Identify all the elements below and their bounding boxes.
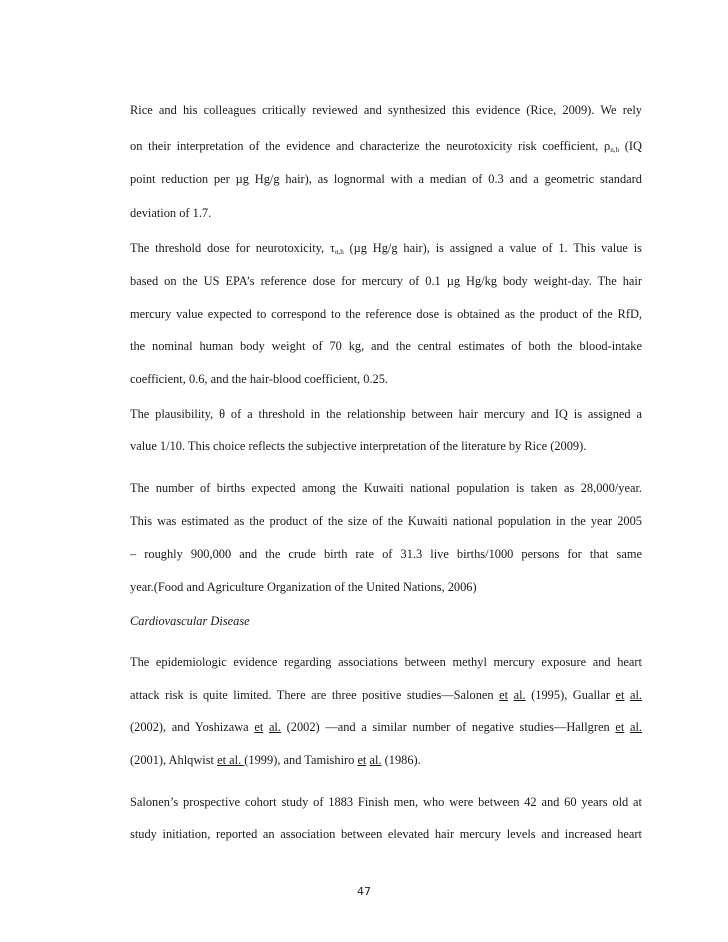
subscript: n,h bbox=[334, 248, 344, 256]
paragraph-4-line-2: This was estimated as the product of the size of the Kuwaiti national population in the year 2005 bbox=[130, 514, 642, 528]
section-heading: Cardiovascular Disease bbox=[130, 614, 250, 628]
citation-al: al. bbox=[629, 688, 643, 702]
paragraph-3-line-2: value 1/10. This choice reflects the subjective interpretation of the literature by Rice (2009). bbox=[130, 439, 587, 453]
paragraph-2-line-4: the nominal human body weight of 70 kg, and the central estimates of both the blood-intake bbox=[130, 339, 642, 353]
paragraph-2-line-2: based on the US EPA’s reference dose for mercury of 0.1 µg Hg/kg body weight-day. The hair bbox=[130, 274, 642, 288]
citation-al: al. bbox=[268, 720, 281, 734]
paragraph-6-line-1: Salonen’s prospective cohort study of 1883 Finish men, who were between 42 and 60 years old at bbox=[130, 795, 642, 809]
paragraph-6-line-2: study initiation, reported an association between elevated hair mercury levels and increased heart bbox=[130, 827, 642, 841]
citation-al: al. bbox=[369, 753, 382, 767]
text-run: attack risk is quite limited. There are three positive studies—Salonen bbox=[130, 688, 500, 702]
text-run: (2002) —and a similar number of negative studies—Hallgren bbox=[280, 720, 616, 734]
paragraph-3-line-1: The plausibility, θ of a threshold in the relationship between hair mercury and IQ is assigned a bbox=[130, 407, 642, 421]
paragraph-1-line-3: point reduction per µg Hg/g hair), as lognormal with a median of 0.3 and a geometric standard bbox=[130, 172, 642, 186]
text-run: (2001), Ahlqwist bbox=[130, 753, 218, 767]
paragraph-5-line-4 bbox=[130, 752, 642, 768]
citation-et: et bbox=[615, 688, 625, 702]
text-run: (1986). bbox=[381, 753, 421, 767]
paragraph-2-line-1 bbox=[130, 240, 642, 256]
text-run: (1999), and Tamishiro bbox=[244, 753, 358, 767]
paragraph-1-line-4: deviation of 1.7. bbox=[130, 206, 212, 220]
citation-et: et bbox=[615, 720, 625, 734]
paragraph-4-line-3: – roughly 900,000 and the crude birth rate of 31.3 live births/1000 persons for that same bbox=[130, 547, 642, 561]
paragraph-2-line-3: mercury value expected to correspond to the reference dose is obtained as the product of the RfD, bbox=[130, 307, 642, 321]
text-run: on their interpretation of the evidence and characterize the neurotoxicity risk coefficient, ρ bbox=[130, 139, 611, 153]
page-number: 47 bbox=[357, 885, 371, 898]
text-run: (1995), Guallar bbox=[525, 688, 616, 702]
paragraph-1-line-2 bbox=[130, 138, 642, 154]
text-run: (µg Hg/g hair), is assigned a value of 1. This value is bbox=[343, 241, 642, 255]
paragraph-4-line-1: The number of births expected among the Kuwaiti national population is taken as 28,000/year. bbox=[130, 481, 642, 495]
citation-al: al. bbox=[513, 688, 526, 702]
paragraph-5-line-1: The epidemiologic evidence regarding associations between methyl mercury exposure and heart bbox=[130, 655, 642, 669]
paragraph-1-line-1: Rice and his colleagues critically reviewed and synthesized this evidence (Rice, 2009). We rely bbox=[130, 103, 642, 117]
paragraph-5-line-3 bbox=[130, 719, 642, 735]
citation-al: al. bbox=[629, 720, 642, 734]
paragraph-4-line-4: year.(Food and Agriculture Organization of the United Nations, 2006) bbox=[130, 580, 477, 594]
subscript: n,h bbox=[610, 146, 619, 154]
citation-et: et bbox=[357, 753, 367, 767]
text-run: (2002), and Yoshizawa bbox=[130, 720, 255, 734]
citation-et: et bbox=[499, 688, 509, 702]
paragraph-2-line-5: coefficient, 0.6, and the hair-blood coefficient, 0.25. bbox=[130, 372, 389, 386]
citation-et: et bbox=[254, 720, 264, 734]
paragraph-5-line-2 bbox=[130, 687, 642, 703]
citation-et-al: et al. bbox=[217, 753, 245, 767]
text-run: The threshold dose for neurotoxicity, τ bbox=[130, 241, 335, 255]
text-run: (IQ bbox=[619, 139, 642, 153]
